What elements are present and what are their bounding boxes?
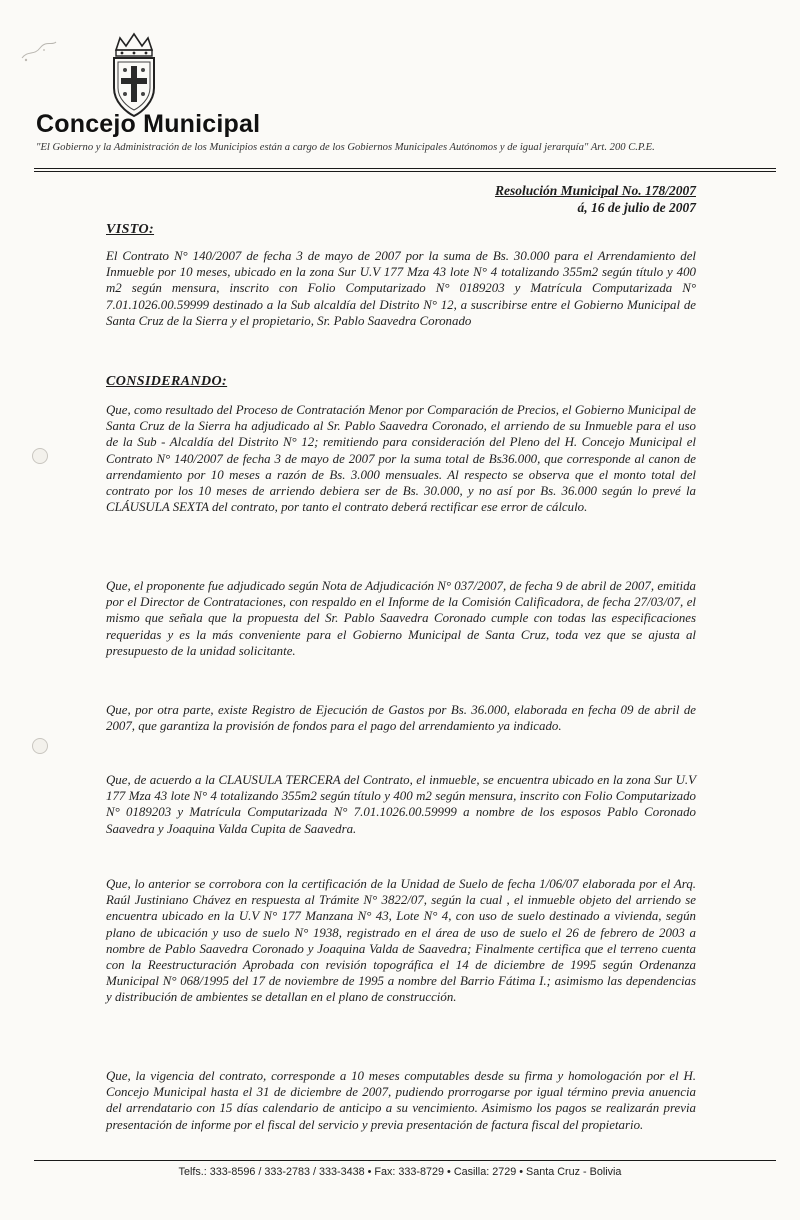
header-divider-thin — [34, 171, 776, 172]
visto-paragraph: El Contrato N° 140/2007 de fecha 3 de mayo de 2007 por la suma de Bs. 30.000 para el Arrendamiento del Inmueble por 10 meses, ubicado en la zona Sur U.V 177 Mza 43 lote N° 4 totalizando 355m2 según título y 400 m2 según mensura, inscrito con Folio Computarizado N° 0189203 y Matrícula Computarizada N° 7.01.1026.00.59999 destinado a la Sub alcaldía del Distrito N° 12, a suscribirse entre el Gobierno Municipal de Santa Cruz de la Sierra y el propietario, Sr. Pablo Saavedra Coronado — [106, 249, 696, 328]
scan-smudge — [18, 38, 58, 68]
considerando-paragraph-1: Que, como resultado del Proceso de Contratación Menor por Comparación de Precios, el Gobierno Municipal de Santa Cruz de la Sierra ha adjudicado al Sr. Pablo Saavedra Coronado, el arriendo de su Inmueble para el uso de la Sub - Alcaldía del Distrito N° 12; remitiendo para consideración del Pleno del H. Concejo Municipal el Contrato N° 140/2007 de fecha 3 de mayo de 2007 por la suma total de Bs36.000, que corresponde al canon de arrendamiento por 10 meses a razón de Bs. 3.000 mensuales. Al respecto se observa que el monto total del contrato por los 10 meses de arriendo debiera ser de Bs. 30.000, y no así por Bs. 36.000 según lo prevé la CLÁUSULA SEXTA del contrato, por tanto el contrato deberá rectificar ese error de cálculo. — [106, 403, 696, 515]
punch-hole — [32, 738, 48, 754]
resolution-date: á, 16 de julio de 2007 — [577, 200, 696, 215]
section-visto: VISTO: — [106, 222, 155, 237]
punch-hole — [32, 448, 48, 464]
section-considerando: CONSIDERANDO: — [106, 374, 228, 389]
considerando-paragraph-4: Que, de acuerdo a la CLAUSULA TERCERA del Contrato, el inmueble, se encuentra ubicado en la zona Sur U.V 177 Mza 43 lote N° 4 totalizando 355m2 según título y 400 m2 según mensura, inscrito con Folio Computarizado N° 0189203 y Matrícula Computarizada N° 7.01.1026.00.59999 a nombre de los esposos Pablo Coronado Saavedra y Joaquina Valda Cupita de Saavedra. — [106, 773, 696, 836]
motto: "El Gobierno y la Administración de los Municipios están a cargo de los Gobiernos Municipales Autónomos y de igual jerarquía" Art. 200 C.P.E. — [36, 142, 655, 153]
org-title: Concejo Municipal — [36, 110, 261, 138]
considerando-paragraph-2: Que, el proponente fue adjudicado según Nota de Adjudicación N° 037/2007, de fecha 9 de abril de 2007, emitida por el Director de Contrataciones, con respaldo en el Informe de la Comisión Calificadora, de fecha 27/03/07, el mismo que señala que la propuesta del Sr. Pablo Saavedra Coronado cumple con todas las especificaciones requeridas y es la más conveniente para el Gobierno Municipal de Santa Cruz, toda vez que se ajusta al presupuesto de la unidad solicitante. — [106, 579, 696, 658]
considerando-paragraph-3: Que, por otra parte, existe Registro de Ejecución de Gastos por Bs. 36.000, elaborada en fecha 09 de abril de 2007, que garantiza la provisión de fondos para el pago del arrendamiento ya indicado. — [106, 703, 696, 734]
considerando-paragraph-5: Que, lo anterior se corrobora con la certificación de la Unidad de Suelo de fecha 1/06/07 elaborada por el Arq. Raúl Justiniano Chávez en respuesta al Trámite N° 3822/07, según la cual , el inmueble objeto del arriendo se encuentra ubicado en la U.V N° 177 Manzana N° 43, Lote N° 4, con uso de suelo destinado a vivienda, según plano de ubicación y uso de suelo N° 1938, registrado en el área de uso de suelo el 26 de febrero de 2003 a nombre de Pablo Saavedra Coronado y Joaquina Valda de Saavedra; Finalmente certifica que el terreno cuenta con la Reestructuración Aprobada con revisión topográfica el 14 de diciembre de 1995 según Ordenanza Municipal N° 068/1995 del 17 de noviembre de 1995 a nombre del Barrio Fátima I.; asimismo las dependencias y distribución de ambientes se detallan en el plano de construcción. — [106, 877, 696, 1005]
considerando-paragraph-6: Que, la vigencia del contrato, corresponde a 10 meses computables desde su firma y homologación por el H. Concejo Municipal hasta el 31 de diciembre de 2007, pudiendo prorrogarse por igual término previa anuencia del arrendatario con 15 días calendario de anticipo a su vencimiento. Asimismo los pagos se realizarán previa presentación de informe por el fiscal del servicio y previa presentación de factura fiscal del propietario. — [106, 1069, 696, 1132]
header-divider — [34, 168, 776, 169]
resolution-title: Resolución Municipal No. 178/2007 — [494, 183, 696, 198]
footer-contact: Telfs.: 333-8596 / 333-2783 / 333-3438 • Fax: 333-8729 • Casilla: 2729 • Santa Cruz - Bolivia — [178, 1166, 622, 1178]
footer-divider — [34, 1160, 776, 1161]
coat-of-arms-icon — [108, 32, 160, 118]
